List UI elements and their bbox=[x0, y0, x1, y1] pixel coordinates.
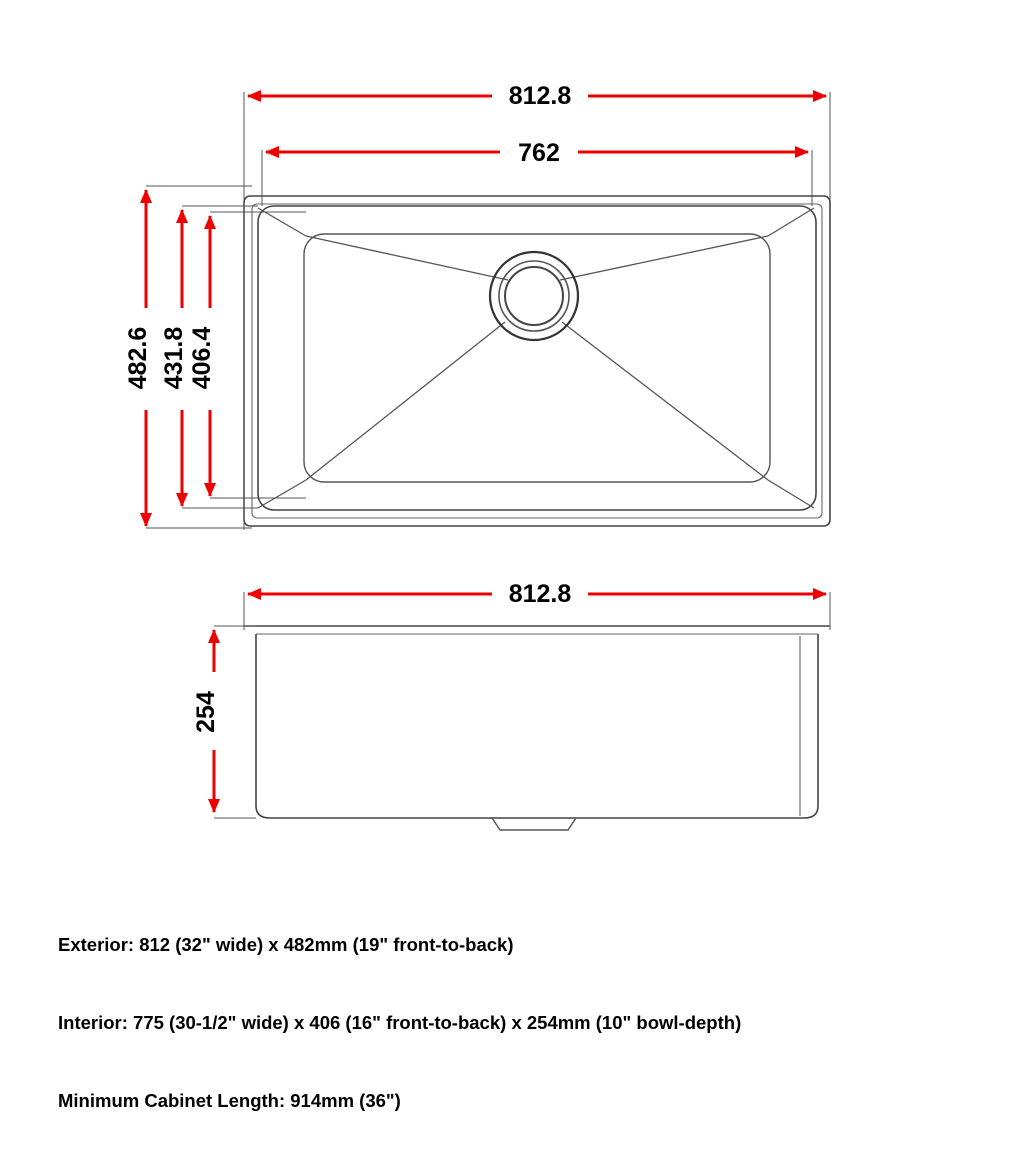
dim-label-inner-depth: 406.4 bbox=[188, 326, 216, 390]
note-exterior: Exterior: 812 (32" wide) x 482mm (19" front-to-back) bbox=[58, 934, 514, 955]
drain-opening-icon bbox=[490, 252, 578, 340]
dim-top-inner-depth bbox=[188, 216, 226, 496]
dim-top-overall-width bbox=[248, 78, 826, 112]
dim-front-overall-width bbox=[248, 576, 826, 610]
note-interior: Interior: 775 (30-1/2" wide) x 406 (16" front-to-back) x 254mm (10" bowl-depth) bbox=[58, 1012, 742, 1033]
dim-top-overall-depth bbox=[124, 190, 162, 526]
dim-label-mid-depth: 431.8 bbox=[160, 326, 188, 390]
dim-label-inner-width-top: 762 bbox=[518, 139, 560, 167]
dim-label-overall-width-front: 812.8 bbox=[508, 580, 572, 608]
dim-label-bowl-depth: 254 bbox=[192, 691, 220, 733]
dim-front-bowl-depth bbox=[192, 630, 230, 812]
specification-notes bbox=[58, 880, 988, 1166]
dim-label-overall-width-top: 812.8 bbox=[508, 82, 572, 110]
dim-top-inner-width bbox=[266, 134, 808, 168]
note-minimum-cabinet: Minimum Cabinet Length: 914mm (36") bbox=[58, 1090, 401, 1111]
top-view-extension-lines bbox=[146, 92, 830, 530]
dim-label-overall-depth: 482.6 bbox=[124, 326, 152, 390]
front-view-sink-outline bbox=[244, 626, 830, 830]
top-view-sink-outline bbox=[244, 196, 830, 526]
